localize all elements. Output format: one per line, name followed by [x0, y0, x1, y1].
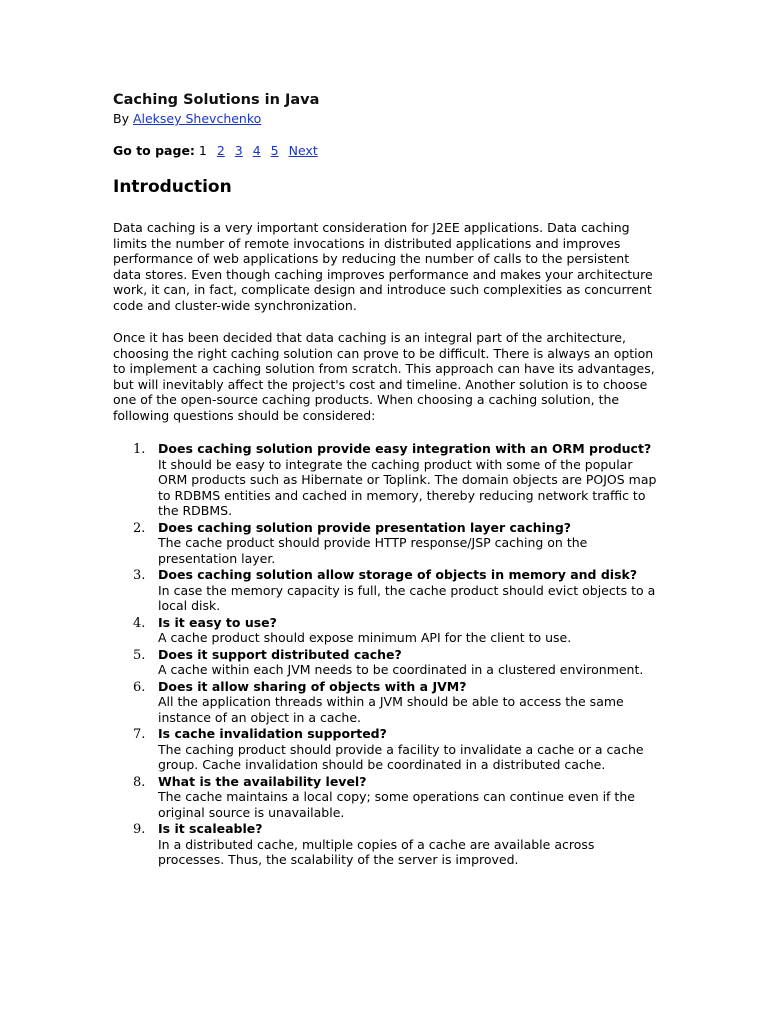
list-number: 1. [133, 442, 146, 457]
page-link-3[interactable]: 3 [234, 143, 243, 158]
list-number: 5. [133, 647, 146, 663]
question-heading: Does caching solution allow storage of objects in memory and disk? [158, 567, 638, 582]
list-number: 7. [133, 727, 146, 742]
question-answer: All the application threads within a JVM should be able to access the same instance of an object in a cache. [158, 694, 624, 725]
section-heading: Introduction [113, 177, 232, 197]
question-heading: Is it easy to use? [158, 614, 277, 630]
question-answer: The cache maintains a local copy; some operations can continue even if the original source is unavailable. [158, 789, 635, 820]
question-answer: A cache product should expose minimum API for the client to use. [158, 630, 572, 645]
question-answer: It should be easy to integrate the caching product with some of the popular ORM products such as Hibernate or Toplink. The domain objects are POJOS map to RDBMS entities and cached in memory, thereby reducing network traffic to the RDBMS. [158, 456, 657, 518]
byline-prefix: By [113, 111, 129, 126]
list-item [113, 647, 658, 678]
next-page-link[interactable]: Next [288, 143, 318, 158]
question-answer: The cache product should provide HTTP response/JSP caching on the presentation layer. [158, 535, 588, 566]
body-paragraph: Once it has been decided that data caching is an integral part of the architecture, choosing the right caching solution can prove to be difficult. There is always an option to implement a caching solution from scratch. This approach can have its advantages, but will inevitably affect the project's cost and timeline. Another solution is to choose one of the open-source caching products. When choosing a caching solution, the following questions should be considered: [113, 330, 655, 423]
list-item [113, 679, 658, 726]
pagination [113, 142, 658, 160]
page-link-5[interactable]: 5 [270, 143, 279, 158]
question-heading: What is the availability level? [158, 773, 367, 789]
question-heading: Does it support distributed cache? [158, 646, 402, 662]
author-link[interactable]: Aleksey Shevchenko [132, 111, 262, 126]
question-answer: The caching product should provide a facility to invalidate a cache or a cache group. Cache invalidation should be coordinated in a distributed cache. [158, 741, 644, 772]
article [113, 90, 658, 869]
page-link-4[interactable]: 4 [252, 143, 261, 158]
list-number: 2. [133, 520, 146, 536]
question-heading: Is cache invalidation supported? [158, 726, 387, 741]
current-page: 1 [198, 143, 207, 158]
question-answer: A cache within each JVM needs to be coordinated in a clustered environment. [158, 662, 644, 677]
question-heading: Is it scaleable? [158, 821, 263, 836]
list-item [113, 774, 658, 821]
question-answer: In case the memory capacity is full, the cache product should evict objects to a local disk. [158, 582, 656, 613]
body-paragraph: Data caching is a very important consideration for J2EE applications. Data caching limits the number of remote invocations in distributed applications and improves performance of web applications by reducing the number of calls to the persistent data stores. Even though caching improves performance and makes your architecture work, it can, in fact, complicate design and introduce such complexities as concurrent code and cluster-wide synchronization. [113, 220, 653, 313]
question-list [113, 441, 658, 868]
list-item [113, 520, 658, 567]
page-link-2[interactable]: 2 [216, 143, 225, 158]
list-item [113, 441, 658, 519]
pagination-label: Go to page: [113, 143, 195, 158]
list-number: 9. [133, 822, 146, 837]
list-number: 4. [133, 615, 146, 631]
byline [113, 110, 658, 128]
list-item [113, 726, 658, 773]
question-heading: Does it allow sharing of objects with a JVM? [158, 678, 467, 694]
list-item [113, 567, 658, 614]
question-answer: In a distributed cache, multiple copies of a cache are available across processes. Thus, the scalability of the server is improved. [158, 836, 595, 867]
list-number: 6. [133, 679, 146, 695]
question-heading: Does caching solution provide easy integration with an ORM product? [158, 441, 652, 456]
list-item [113, 615, 658, 646]
list-number: 3. [133, 568, 146, 583]
list-number: 8. [133, 774, 146, 790]
question-heading: Does caching solution provide presentation layer caching? [158, 519, 572, 535]
list-item [113, 821, 658, 868]
article-title: Caching Solutions in Java [113, 92, 320, 108]
